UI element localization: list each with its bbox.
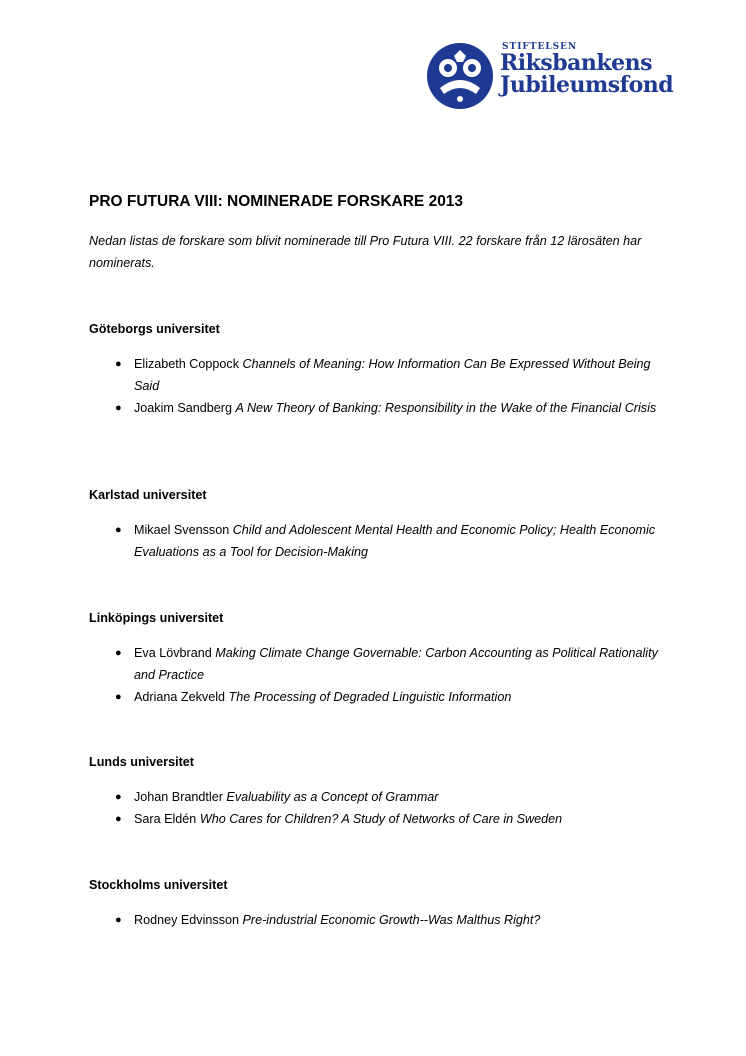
logo-small-text: STIFTELSEN [502,42,578,52]
researcher-name: Joakim Sandberg [134,401,233,415]
section-heading: Karlstad universitet [89,488,207,502]
list-item [89,686,664,708]
list-item [89,909,664,931]
section-goteborg [89,319,689,419]
research-title: Who Cares for Children? A Study of Networks of Care in Sweden [199,812,563,826]
research-title: Pre-industrial Economic Growth--Was Malthus Right? [242,913,541,927]
section-heading: Göteborgs universitet [89,322,220,336]
researcher-name: Elizabeth Coppock [134,357,240,371]
researcher-name: Adriana Zekveld [134,690,226,704]
foundation-emblem-icon [426,42,494,110]
list-item [89,642,664,686]
bullet-icon: ● [115,358,122,370]
section-lund [89,752,689,830]
page-title: PRO FUTURA VIII: NOMINERADE FORSKARE 2013 [89,193,464,210]
list-item [89,397,664,419]
research-title: A New Theory of Banking: Responsibility in the Wake of the Financial Crisis [235,401,657,415]
bullet-icon: ● [115,691,122,703]
bullet-icon: ● [115,647,122,659]
research-title: Child and Adolescent Mental Health and Economic Policy; Health Economic Evaluations as a Tool for Decision-Making [134,523,656,559]
research-title: The Processing of Degraded Linguistic Information [228,690,512,704]
research-title: Channels of Meaning: How Information Can Be Expressed Without Being Said [134,357,651,393]
researcher-name: Eva Lövbrand [134,646,212,660]
section-karlstad [89,485,689,563]
research-title: Evaluability as a Concept of Grammar [226,790,439,804]
section-heading: Lunds universitet [89,755,194,769]
logo-line-1: Riksbankens [500,50,653,76]
researcher-name: Mikael Svensson [134,523,230,537]
research-title: Making Climate Change Governable: Carbon Accounting as Political Rationality and Practice [134,646,658,682]
section-linkoping [89,608,689,708]
section-stockholm [89,875,689,931]
list-item [89,786,664,808]
list-item [89,808,664,830]
bullet-icon: ● [115,524,122,536]
researcher-name: Rodney Edvinsson [134,913,240,927]
intro-text: Nedan listas de forskare som blivit nominerade till Pro Futura VIII. 22 forskare från 12 lärosäten har nominerats. [89,234,642,270]
bullet-icon: ● [115,914,122,926]
researcher-name: Sara Eldén [134,812,197,826]
section-heading: Linköpings universitet [89,611,224,625]
list-item [89,519,664,563]
list-item [89,353,664,397]
section-heading: Stockholms universitet [89,878,228,892]
bullet-icon: ● [115,402,122,414]
bullet-icon: ● [115,791,122,803]
foundation-logo [426,42,674,114]
researcher-name: Johan Brandtler [134,790,223,804]
bullet-icon: ● [115,813,122,825]
logo-line-2: Jubileumsfond [500,72,674,98]
